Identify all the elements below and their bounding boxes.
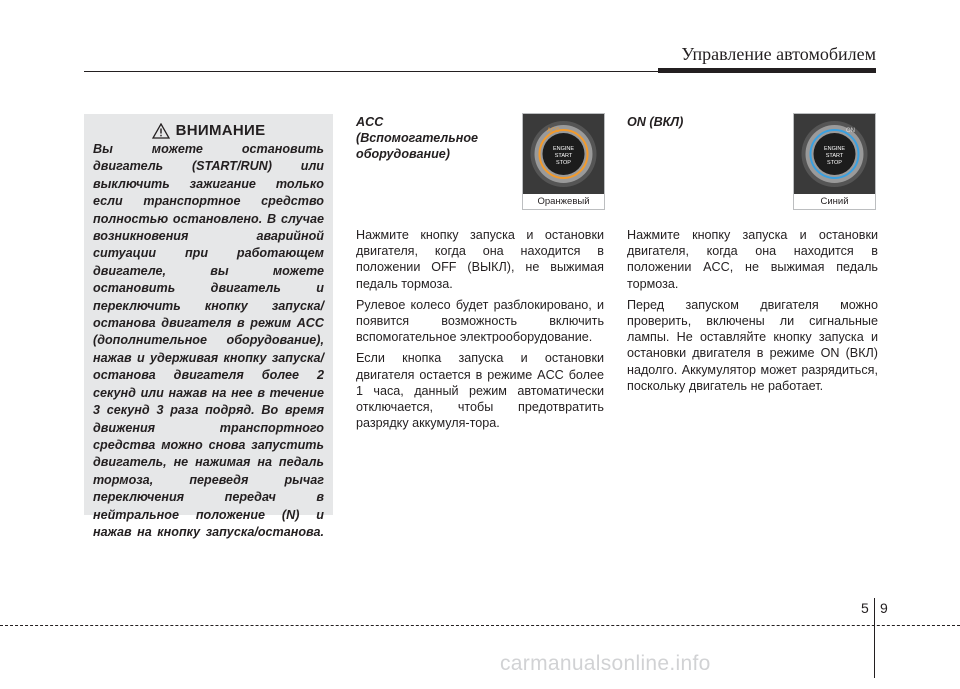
warning-header [93, 122, 324, 139]
watermark: carmanualsonline.info [500, 652, 711, 675]
on-photo-caption: Синий [794, 194, 875, 209]
warning-title: ВНИМАНИЕ [175, 122, 266, 139]
acc-title [356, 114, 478, 162]
svg-text:ENGINE: ENGINE [552, 146, 575, 152]
acc-paragraph: Нажмите кнопку запуска и остановки двигателя, когда она находится в положении OFF (ВЫКЛ), не выжимая педаль тормоза. [356, 228, 604, 291]
on-paragraph: Перед запуском двигателя можно проверить, включены ли сигнальные лампы. Не оставляйте кнопку запуска и остановки двигателя в режиме ON (ВКЛ) надолго. Аккумулятор может разрядиться, поскольку двигатель не работает. [627, 297, 878, 393]
page-header-title: Управление автомобилем [681, 44, 876, 64]
on-paragraph: Нажмите кнопку запуска и остановки двигателя, когда она находится в положении ACC, не выжимая педаль тормоза. [627, 228, 878, 291]
warning-triangle-icon [152, 123, 170, 139]
page-number: 9 [880, 600, 888, 616]
page-section-number: 5 [861, 600, 869, 616]
acc-photo-caption: Оранжевый [523, 194, 604, 209]
svg-text:ENGINE: ENGINE [823, 146, 846, 152]
on-title: ON (ВКЛ) [627, 115, 684, 129]
svg-text:STOP: STOP [827, 160, 842, 166]
svg-text:ON: ON [846, 128, 855, 134]
on-button-photo [793, 113, 876, 210]
header-rule-accent [658, 68, 876, 73]
footer-rule [0, 625, 960, 626]
acc-button-photo [522, 113, 605, 210]
warning-box [84, 114, 333, 539]
engine-start-button-on-image [794, 114, 875, 194]
svg-text:STOP: STOP [556, 160, 571, 166]
svg-text:START: START [554, 153, 573, 159]
acc-paragraph: Если кнопка запуска и остановки двигателя остается в режиме ACC более 1 часа, данный режим автоматически отключается, чтобы предотвратить разрядку аккумуля-тора. [356, 351, 604, 431]
on-body [627, 227, 878, 399]
acc-title-line-3: оборудование) [356, 147, 450, 161]
acc-title-line-1: ACC [356, 115, 384, 129]
svg-text:ACC: ACC [547, 128, 560, 134]
svg-text:START: START [825, 153, 844, 159]
acc-title-line-2: (Вспомогательное [356, 131, 479, 145]
warning-text: Вы можете остановить двигатель (START/RUN) или выключить зажигание только если транспортное средство полностью остановлено. В случае возникновения аварийной ситуации при работающем двигателе, вы можете остановить двигатель и переключить кнопку запуска/останова двигателя в режим ACC (дополнительное оборудование), нажав и удерживая кнопку запуска/останова двигателя более 2 секунд или нажав на нее в течение 3 секунд 3 раза подряд. Во время движения транспортного средства можно снова запустить двигатель, не нажимая на педаль тормоза, переведя рычаг переключения передач в нейтральное положение (N) и нажав на кнопку запуска/останова. [93, 142, 324, 539]
page-divider [874, 598, 875, 678]
acc-paragraph: Рулевое колесо будет разблокировано, и появится возможность включить вспомогательное электрооборудование. [356, 297, 604, 345]
acc-body [356, 227, 604, 436]
engine-start-button-acc-image [523, 114, 604, 194]
